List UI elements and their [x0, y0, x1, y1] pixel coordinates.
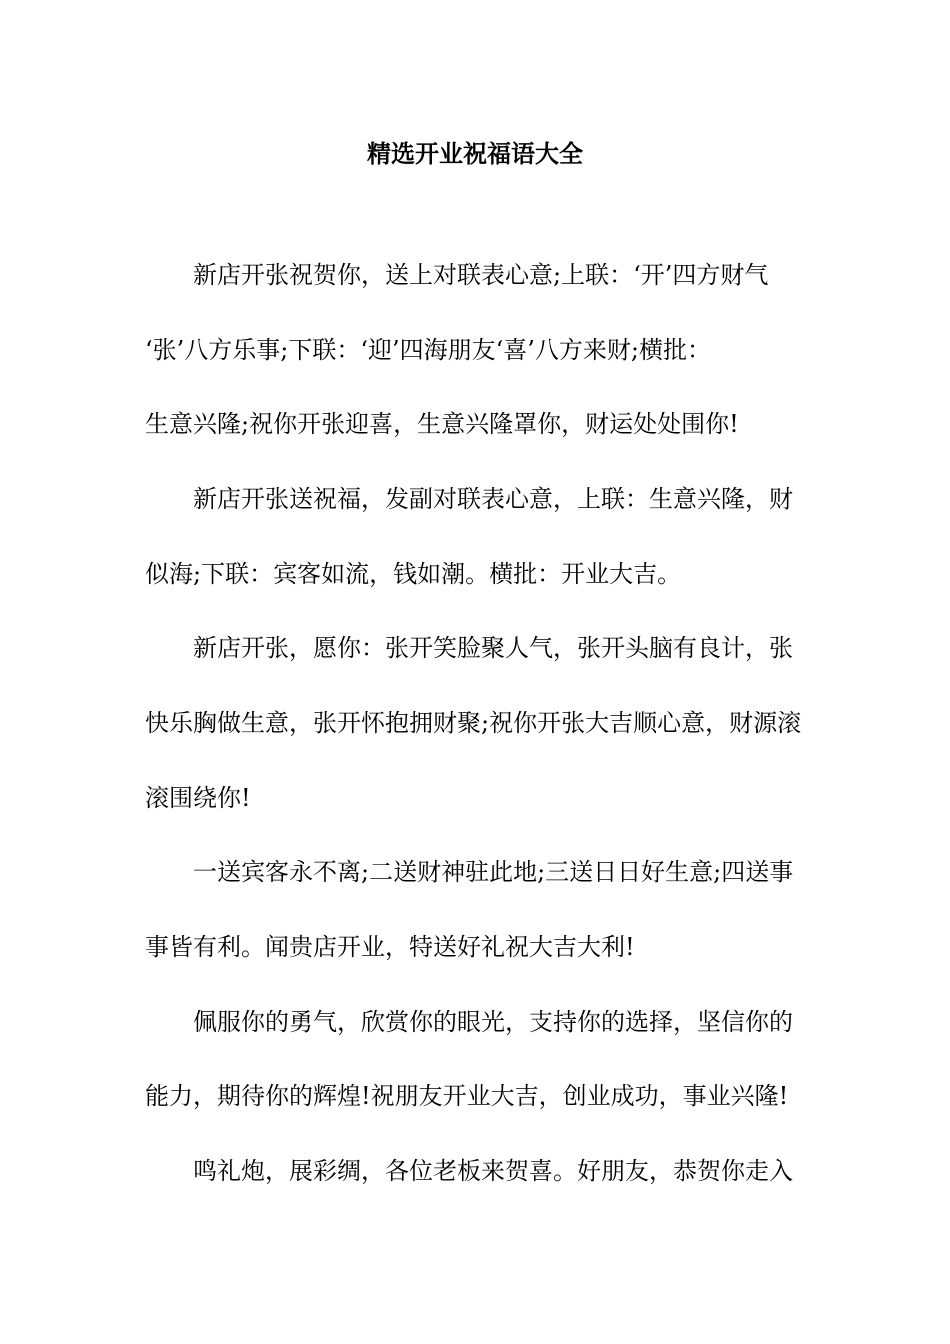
paragraph-2-line-1: 新店开张送祝福，发副对联表心意，上联：生意兴隆，财 — [193, 485, 793, 513]
paragraph-1-line-3: 生意兴隆;祝你开张迎喜，生意兴隆罩你，财运处处围你! — [145, 410, 739, 438]
paragraph-2-line-2: 似海;下联：宾客如流，钱如潮。横批：开业大吉。 — [145, 560, 682, 588]
paragraph-3-line-2: 快乐胸做生意，张开怀抱拥财聚;祝你开张大吉顺心意，财源滚 — [145, 709, 802, 737]
paragraph-5-line-2: 能力，期待你的辉煌!祝朋友开业大吉，创业成功，事业兴隆! — [145, 1082, 789, 1110]
page-title: 精选开业祝福语大全 — [367, 140, 583, 168]
paragraph-1-line-2: ‘张’八方乐事;下联：‘迎’四海朋友‘喜’八方来财;横批： — [145, 336, 711, 364]
paragraph-4-line-1: 一送宾客永不离;二送财神驻此地;三送日日好生意;四送事 — [193, 858, 794, 886]
paragraph-1-line-1: 新店开张祝贺你，送上对联表心意;上联：‘开’四方财气 — [193, 261, 769, 289]
paragraph-3-line-1: 新店开张，愿你：张开笑脸聚人气，张开头脑有良计，张 — [193, 634, 793, 662]
paragraph-3-line-3: 滚围绕你! — [145, 784, 251, 812]
paragraph-4-line-2: 事皆有利。闻贵店开业，特送好礼祝大吉大利! — [145, 933, 635, 961]
paragraph-5-line-1: 佩服你的勇气，欣赏你的眼光，支持你的选择，坚信你的 — [193, 1008, 793, 1036]
paragraph-6-line-1: 鸣礼炮，展彩绸，各位老板来贺喜。好朋友，恭贺你走入 — [193, 1157, 793, 1185]
